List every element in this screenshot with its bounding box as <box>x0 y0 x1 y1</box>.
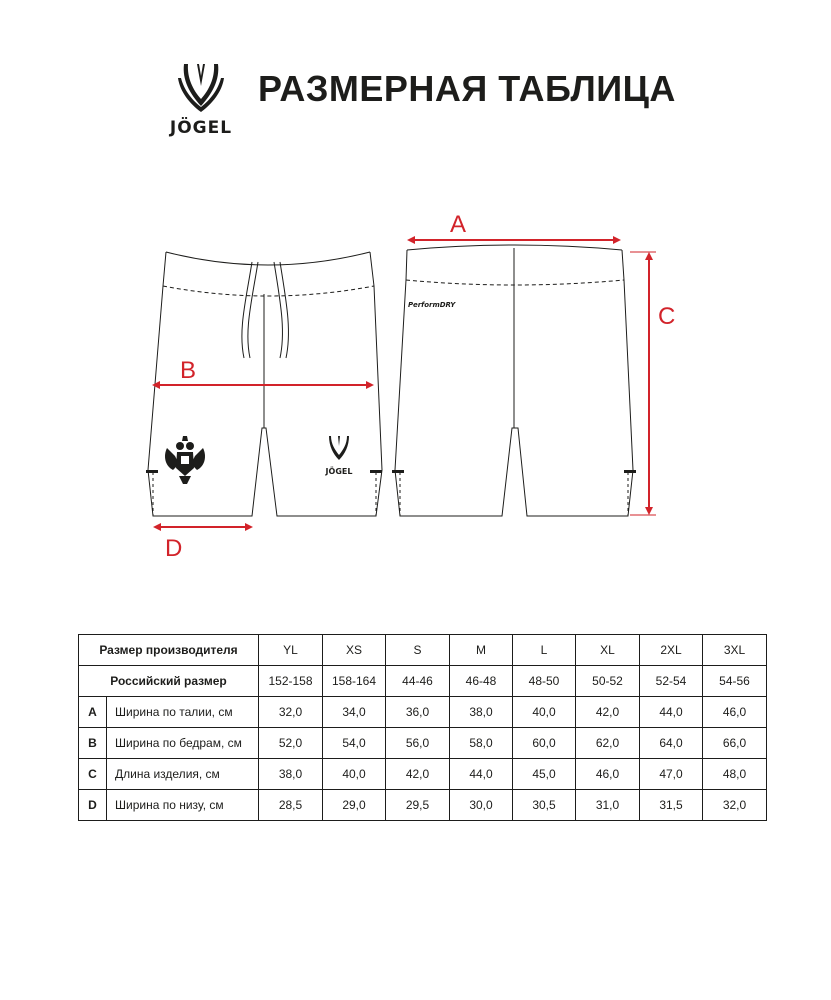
size-cell: 158-164 <box>323 666 386 697</box>
value-cell: 47,0 <box>640 759 703 790</box>
row-label: Ширина по талии, см <box>107 697 259 728</box>
value-cell: 64,0 <box>640 728 703 759</box>
shorts-logo-text: JÖGEL <box>325 467 353 476</box>
value-cell: 28,5 <box>259 790 323 821</box>
row-label: Ширина по бедрам, см <box>107 728 259 759</box>
size-cell: 46-48 <box>450 666 513 697</box>
size-cell: S <box>386 635 450 666</box>
dimension-c-label: C <box>658 303 676 330</box>
value-cell: 60,0 <box>513 728 576 759</box>
russian-size-label: Российский размер <box>79 666 259 697</box>
value-cell: 32,0 <box>703 790 767 821</box>
size-cell: 48-50 <box>513 666 576 697</box>
jogel-emblem-icon <box>156 60 246 116</box>
table-row <box>79 790 767 821</box>
value-cell: 52,0 <box>259 728 323 759</box>
value-cell: 66,0 <box>703 728 767 759</box>
page-title: РАЗМЕРНАЯ ТАБЛИЦА <box>258 68 676 109</box>
value-cell: 29,0 <box>323 790 386 821</box>
value-cell: 44,0 <box>450 759 513 790</box>
value-cell: 29,5 <box>386 790 450 821</box>
row-label: Ширина по низу, см <box>107 790 259 821</box>
table-row <box>79 759 767 790</box>
value-cell: 44,0 <box>640 697 703 728</box>
row-letter: C <box>79 759 107 790</box>
value-cell: 31,0 <box>576 790 640 821</box>
value-cell: 38,0 <box>259 759 323 790</box>
value-cell: 30,0 <box>450 790 513 821</box>
row-letter: B <box>79 728 107 759</box>
dimension-b-label: B <box>180 357 197 384</box>
brand-logo <box>156 60 246 140</box>
bartack-left-front <box>146 470 158 473</box>
manufacturer-size-label: Размер производителя <box>79 635 259 666</box>
fabric-label: PerformDRY <box>408 301 456 309</box>
size-cell: 44-46 <box>386 666 450 697</box>
value-cell: 36,0 <box>386 697 450 728</box>
value-cell: 46,0 <box>703 697 767 728</box>
size-cell: 50-52 <box>576 666 640 697</box>
value-cell: 30,5 <box>513 790 576 821</box>
dimension-a-arrow <box>407 236 621 244</box>
value-cell: 45,0 <box>513 759 576 790</box>
dimension-c-arrow <box>630 252 656 515</box>
value-cell: 46,0 <box>576 759 640 790</box>
size-cell: 152-158 <box>259 666 323 697</box>
value-cell: 31,5 <box>640 790 703 821</box>
size-table <box>78 634 767 821</box>
coat-of-arms-icon <box>165 436 205 484</box>
size-cell: 52-54 <box>640 666 703 697</box>
dimension-d-label: D <box>165 535 183 562</box>
value-cell: 34,0 <box>323 697 386 728</box>
value-cell: 32,0 <box>259 697 323 728</box>
value-cell: 48,0 <box>703 759 767 790</box>
value-cell: 58,0 <box>450 728 513 759</box>
value-cell: 54,0 <box>323 728 386 759</box>
value-cell: 40,0 <box>513 697 576 728</box>
size-cell: L <box>513 635 576 666</box>
table-row <box>79 697 767 728</box>
bartack-right-front <box>370 470 382 473</box>
value-cell: 42,0 <box>576 697 640 728</box>
size-cell: 2XL <box>640 635 703 666</box>
row-letter: D <box>79 790 107 821</box>
size-cell: XL <box>576 635 640 666</box>
size-cell: YL <box>259 635 323 666</box>
size-cell: 3XL <box>703 635 767 666</box>
manufacturer-size-row <box>79 635 767 666</box>
row-label: Длина изделия, см <box>107 759 259 790</box>
brand-wordmark: JÖGEL <box>169 118 233 138</box>
dimension-a-label: A <box>450 211 467 238</box>
shorts-back-view <box>395 245 633 516</box>
shorts-jogel-logo <box>325 436 353 476</box>
value-cell: 62,0 <box>576 728 640 759</box>
value-cell: 40,0 <box>323 759 386 790</box>
bartack-left-back <box>392 470 404 473</box>
size-cell: M <box>450 635 513 666</box>
size-cell: XS <box>323 635 386 666</box>
value-cell: 38,0 <box>450 697 513 728</box>
shorts-measurement-diagram <box>0 190 831 570</box>
russian-size-row <box>79 666 767 697</box>
value-cell: 42,0 <box>386 759 450 790</box>
row-letter: A <box>79 697 107 728</box>
bartack-right-back <box>624 470 636 473</box>
dimension-d-arrow <box>153 523 253 531</box>
value-cell: 56,0 <box>386 728 450 759</box>
table-row <box>79 728 767 759</box>
size-cell: 54-56 <box>703 666 767 697</box>
